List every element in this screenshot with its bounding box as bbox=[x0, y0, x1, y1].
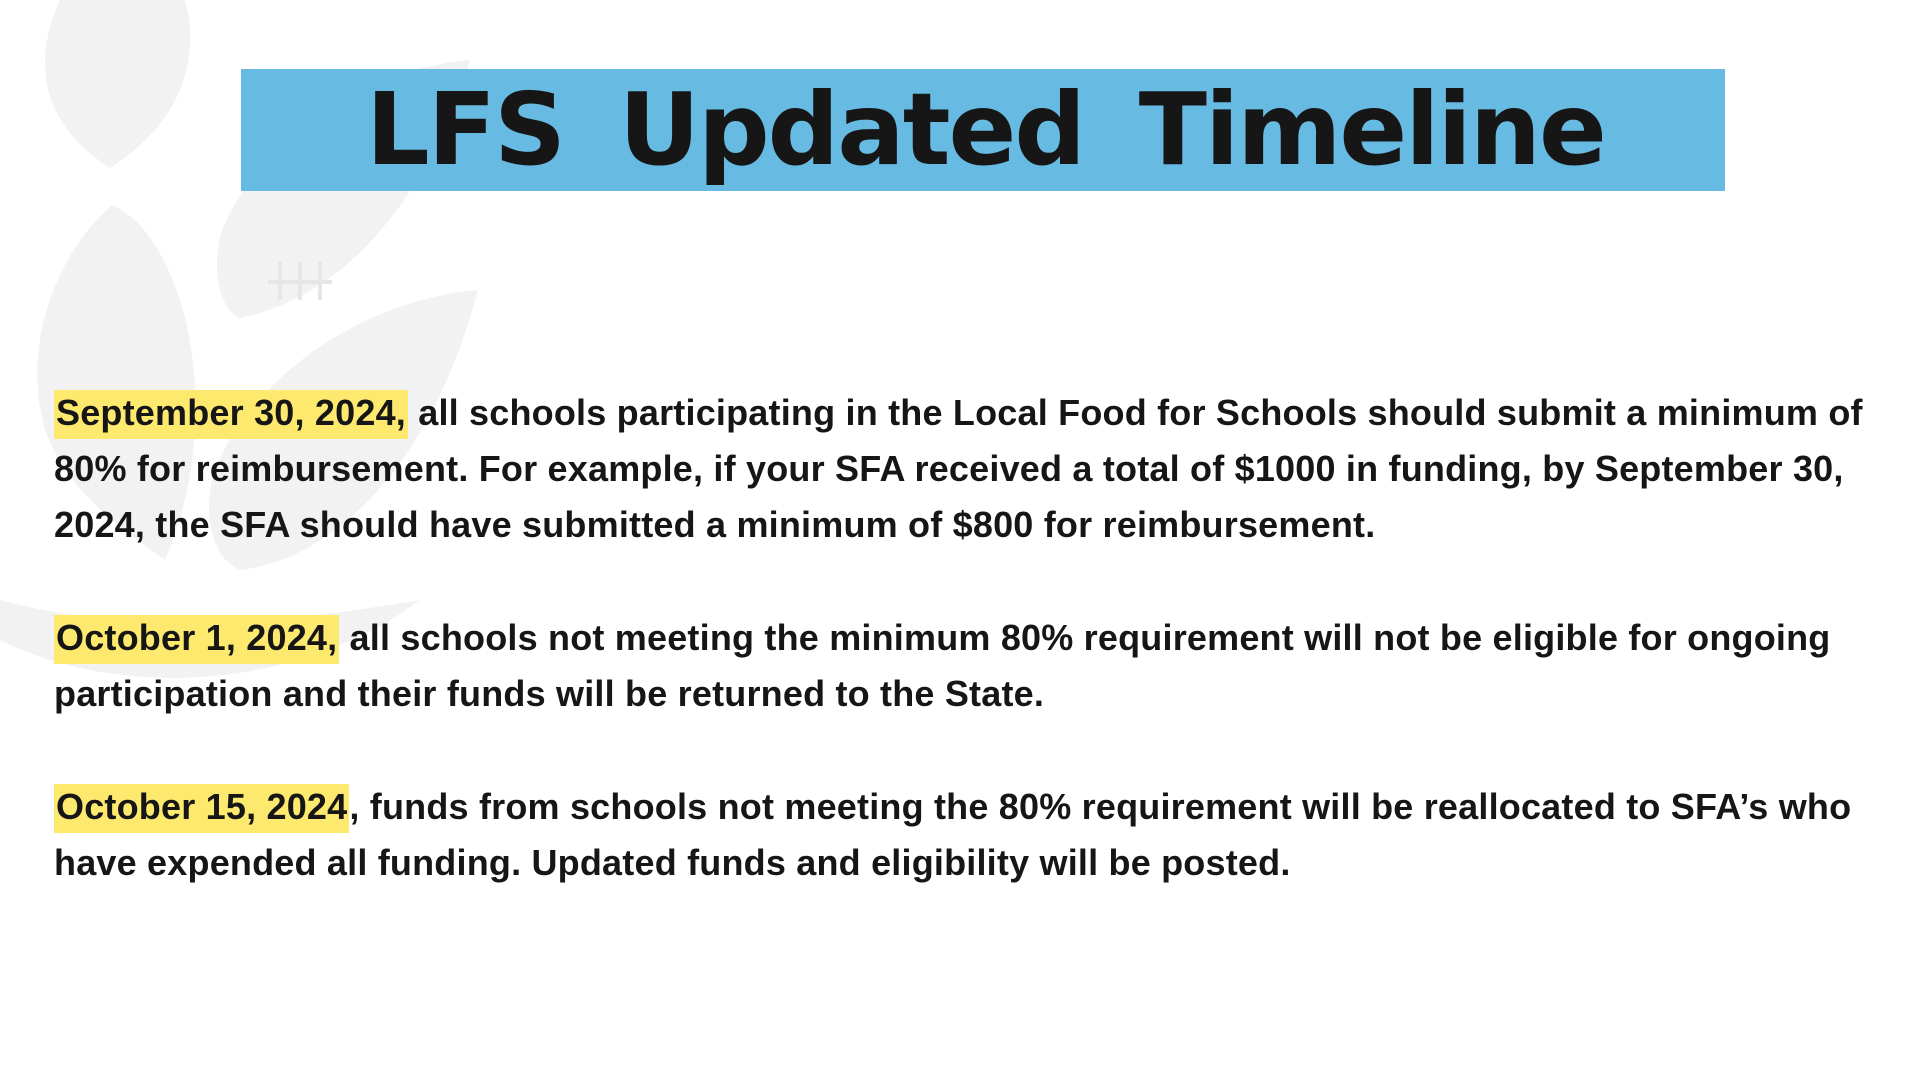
timeline-entry-october-15 bbox=[54, 779, 1894, 891]
timeline-content bbox=[54, 385, 1894, 948]
entry-text: all schools not meeting the minimum 80% requirement will not be eligible for ongoing participation and their funds will be returned to the State. bbox=[54, 617, 1831, 714]
timeline-entry-september-30 bbox=[54, 385, 1894, 553]
date-highlight: October 1, 2024, bbox=[54, 615, 339, 664]
entry-text: , funds from schools not meeting the 80% requirement will be reallocated to SFA’s who have expended all funding. Updated funds and eligibility will be posted. bbox=[54, 786, 1852, 883]
timeline-entry-october-1 bbox=[54, 610, 1894, 722]
page-title: LFS Updated Timeline bbox=[366, 71, 1605, 188]
entry-text: all schools participating in the Local Food for Schools should submit a minimum of 80% for reimbursement. For example, if your SFA received a total of $1000 in funding, by September 30, 2024, the SFA should have submitted a minimum of $800 for reimbursement. bbox=[54, 392, 1863, 545]
date-highlight: September 30, 2024, bbox=[54, 390, 408, 439]
title-banner bbox=[241, 69, 1725, 191]
date-highlight: October 15, 2024 bbox=[54, 784, 349, 833]
